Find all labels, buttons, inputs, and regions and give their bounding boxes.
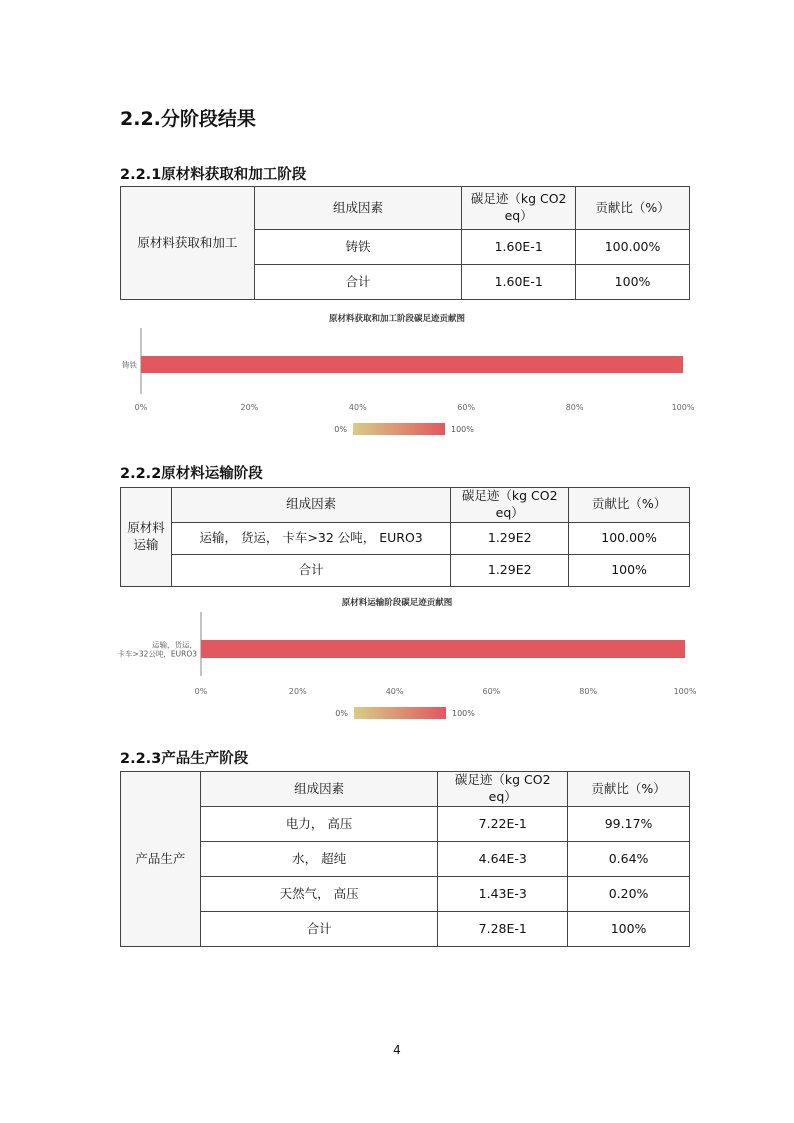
header-footprint: 碳足迹（kg CO2 eq） (462, 187, 576, 230)
y-tick-label: 卡车>32公吨，EURO3 (117, 649, 197, 659)
header-ratio: 贡献比（%） (576, 187, 690, 230)
table-cell: 1.60E-1 (462, 230, 576, 265)
table-cell: 0.20% (568, 877, 690, 912)
header-footprint: 碳足迹（kg CO2 eq） (451, 488, 569, 523)
y-tick-label: 铸铁 (122, 360, 137, 370)
table-cell: 0.64% (568, 842, 690, 877)
x-tick-label: 80% (579, 687, 598, 696)
table-cell: 1.29E2 (451, 554, 569, 586)
section-heading: 2.2.分阶段结果 (120, 108, 256, 130)
stage-cell: 原材料获取和加工 (121, 187, 255, 300)
stage-cell: 原材料运输 (121, 488, 172, 587)
stage-table-1 (120, 186, 690, 300)
legend-max-label: 100% (451, 425, 474, 434)
chart-title: 原材料获取和加工阶段碳足迹贡献图 (328, 314, 465, 324)
stage-table-3 (120, 771, 690, 947)
legend-max-label: 100% (452, 709, 475, 718)
table-cell: 电力， 高压 (200, 807, 438, 842)
x-tick-label: 80% (565, 403, 584, 412)
table-cell: 合计 (171, 554, 450, 586)
table-cell: 7.28E-1 (438, 912, 568, 947)
chart-2-svg (0, 596, 794, 726)
header-footprint: 碳足迹（kg CO2 eq） (438, 772, 568, 807)
x-tick-label: 0% (194, 687, 208, 696)
table-cell: 合计 (254, 265, 462, 300)
chart-1-svg (0, 312, 794, 442)
x-tick-label: 20% (288, 687, 307, 696)
table-cell: 100.00% (569, 522, 690, 554)
header-factor: 组成因素 (254, 187, 462, 230)
header-factor: 组成因素 (200, 772, 438, 807)
table-cell: 4.64E-3 (438, 842, 568, 877)
table-cell: 100% (569, 554, 690, 586)
stage-cell: 产品生产 (121, 772, 201, 947)
legend-color-bar (354, 707, 446, 719)
x-tick-label: 100% (673, 687, 697, 696)
table-cell: 99.17% (568, 807, 690, 842)
table-cell: 7.22E-1 (438, 807, 568, 842)
table-cell: 1.60E-1 (462, 265, 576, 300)
x-tick-label: 0% (134, 403, 148, 412)
table-cell: 100% (576, 265, 690, 300)
table-cell: 1.29E2 (451, 522, 569, 554)
bar (201, 640, 685, 658)
x-tick-label: 40% (348, 403, 367, 412)
subsection-title-3: 2.2.3产品生产阶段 (120, 751, 249, 767)
table-cell: 运输， 货运， 卡车>32 公吨， EURO3 (171, 522, 450, 554)
header-factor: 组成因素 (171, 488, 450, 523)
bar (141, 356, 683, 373)
table-cell: 100.00% (576, 230, 690, 265)
page-number: 4 (393, 1043, 401, 1057)
subsection-title-2: 2.2.2原材料运输阶段 (120, 466, 263, 482)
x-tick-label: 20% (240, 403, 259, 412)
x-tick-label: 40% (385, 687, 404, 696)
table-cell: 铸铁 (254, 230, 462, 265)
legend-min-label: 0% (335, 709, 348, 718)
x-tick-label: 60% (482, 687, 501, 696)
chart-1-container (0, 312, 794, 442)
header-ratio: 贡献比（%） (569, 488, 690, 523)
y-tick-label: 运输，货运， (152, 640, 197, 650)
table-cell: 水， 超纯 (200, 842, 438, 877)
table-cell: 天然气， 高压 (200, 877, 438, 912)
table-cell: 1.43E-3 (438, 877, 568, 912)
x-tick-label: 100% (671, 403, 695, 412)
stage-table-2 (120, 487, 690, 587)
table-cell: 100% (568, 912, 690, 947)
chart-2-container (0, 596, 794, 726)
subsection-title-1: 2.2.1原材料获取和加工阶段 (120, 167, 307, 183)
legend-color-bar (353, 423, 445, 435)
legend-min-label: 0% (334, 425, 347, 434)
table-cell: 合计 (200, 912, 438, 947)
chart-title: 原材料运输阶段碳足迹贡献图 (341, 598, 453, 608)
header-ratio: 贡献比（%） (568, 772, 690, 807)
x-tick-label: 60% (457, 403, 476, 412)
